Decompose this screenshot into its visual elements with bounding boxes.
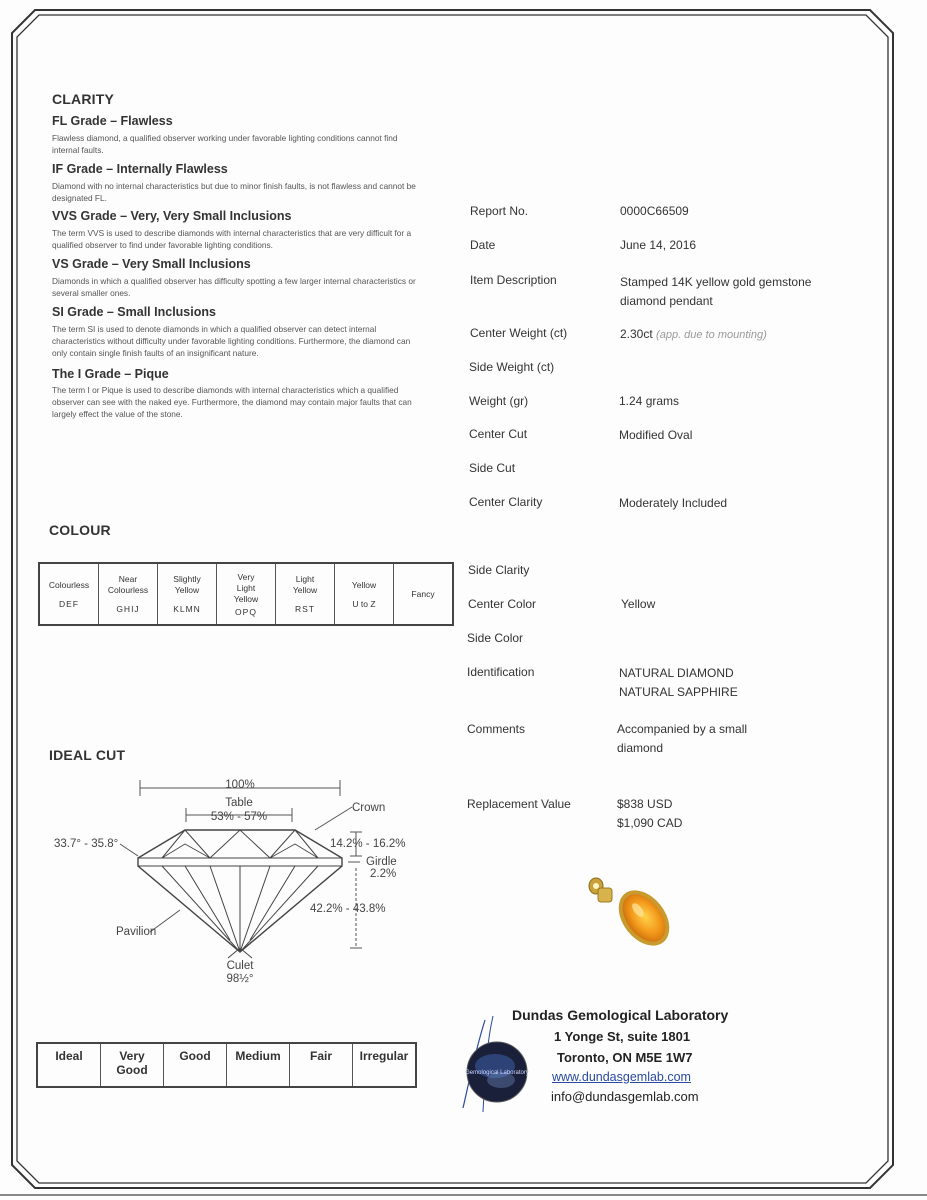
i-grade-heading: The I Grade – Pique [52, 367, 169, 381]
replacement-value-label: Replacement Value [467, 797, 571, 811]
colour-scale-table [38, 562, 454, 626]
colour-title: COLOUR [49, 522, 111, 538]
colour-cell-codes: U to Z [352, 598, 376, 609]
colour-cell-label: Very [237, 571, 255, 582]
colour-cell-codes: DEF [59, 598, 79, 609]
replacement-value-usd: $838 USD [617, 797, 673, 811]
diagram-table-range: 53% - 57% [210, 811, 268, 823]
identification-label: Identification [467, 665, 535, 679]
clarity-title: CLARITY [52, 91, 115, 107]
diagram-culet-label: Culet [226, 960, 254, 972]
replacement-value-cad: $1,090 CAD [617, 816, 683, 830]
center-color-value: Yellow [621, 597, 656, 611]
i-grade-text: The term I or Pique is used to describe diamonds with internal characteristics which a qualified observer can see with the naked eye. Furthermore, the diamond may contain major faults that can largely effect the value of the stone. [52, 385, 412, 419]
lab-hologram-seal [455, 1012, 535, 1122]
colour-cell-near-colourless [99, 563, 158, 625]
lab-address-2: Toronto, ON M5E 1W7 [557, 1050, 693, 1065]
center-color-label: Center Color [468, 597, 537, 611]
scan-edge-line [0, 1194, 927, 1196]
cut-grade-label: Medium [235, 1049, 281, 1063]
comments-value-2: diamond [617, 741, 664, 755]
lab-name: Dundas Gemological Laboratory [512, 1007, 729, 1023]
item-description-value-2: diamond pendant [620, 294, 713, 308]
ideal-cut-title: IDEAL CUT [49, 747, 126, 763]
center-weight-note: (app. due to mounting) [656, 329, 767, 341]
colour-cell-codes: RST [295, 604, 315, 614]
cut-grade-very-good [101, 1043, 164, 1087]
cut-grade-irregular [353, 1043, 417, 1087]
comments-value-1: Accompanied by a small [617, 722, 748, 736]
colour-cell-label: Yellow [351, 579, 377, 590]
cut-grade-medium [227, 1043, 290, 1087]
diagram-pavilion-label: Pavilion [116, 926, 157, 938]
vvs-grade-text: The term VVS is used to describe diamonds with internal characteristics that are very difficult for a qualified observer to find under favorable lighting conditions. [52, 228, 412, 250]
side-clarity-label: Side Clarity [468, 563, 530, 577]
date-value: June 14, 2016 [620, 238, 697, 252]
colour-cell-label: Light [236, 582, 256, 593]
colour-cell-label: Yellow [233, 593, 259, 604]
item-description-value-1: Stamped 14K yellow gold gemstone [620, 275, 812, 289]
cut-grade-fair [290, 1043, 353, 1087]
colour-cell-codes: GHIJ [116, 604, 140, 614]
colour-cell-label: Slightly [173, 574, 201, 584]
identification-value-2: NATURAL SAPPHIRE [619, 685, 738, 699]
colour-cell-label: Colourless [107, 585, 149, 595]
cut-grade-ideal [37, 1043, 101, 1087]
diagram-girdle-pct: 2.2% [370, 868, 397, 880]
center-weight-value [620, 325, 767, 345]
center-clarity-value: Moderately Included [619, 496, 728, 510]
date-label: Date [470, 238, 496, 252]
comments-label: Comments [467, 722, 526, 736]
item-description-label: Item Description [470, 273, 557, 287]
diagram-pavilion-depth: 42.2% - 43.8% [310, 903, 386, 915]
colour-cell-codes: OPQ [235, 606, 257, 617]
cut-grade-label: Ideal [55, 1049, 83, 1063]
vvs-grade-heading: VVS Grade – Very, Very Small Inclusions [52, 209, 292, 223]
si-grade-heading: SI Grade – Small Inclusions [52, 305, 216, 319]
if-grade-text: Diamond with no internal characteristics but due to minor finish faults, is not flawless and cannot be designated FL. [52, 181, 416, 203]
center-clarity-label: Center Clarity [469, 495, 543, 509]
weight-label: Weight (gr) [469, 394, 529, 408]
cut-grade-label: Fair [309, 1049, 332, 1063]
cut-grade-table [36, 1042, 417, 1088]
colour-cell-light-yellow [276, 563, 335, 625]
cut-grade-label: Irregular [359, 1049, 409, 1063]
vs-grade-text: Diamonds in which a qualified observer has difficulty spotting a few larger internal characteristics or several smaller ones. [52, 276, 416, 298]
seal-text: Gemological Laboratory [465, 1070, 529, 1076]
cut-grade-label: Good [116, 1063, 148, 1077]
colour-cell-very-light-yellow [217, 563, 276, 625]
colour-cell-label: Fancy [411, 588, 435, 599]
diagram-girdle-label: Girdle [366, 856, 397, 868]
cut-grade-good [164, 1043, 227, 1087]
side-color-label: Side Color [467, 631, 524, 645]
lab-email[interactable]: info@dundasgemlab.com [551, 1089, 699, 1104]
diagram-crown-height: 14.2% - 16.2% [330, 838, 406, 850]
center-weight-amount: 2.30ct [620, 327, 653, 341]
colour-cell-fancy [394, 563, 454, 625]
report-no-value: 0000C66509 [620, 204, 689, 218]
colour-cell-label: Yellow [292, 585, 318, 595]
fl-grade-heading: FL Grade – Flawless [52, 114, 173, 128]
colour-cell-label: Colourless [48, 579, 90, 590]
fl-grade-text: Flawless diamond, a qualified observer working under favorable lighting conditions cannot find internal faults. [52, 133, 398, 155]
diagram-table-label: Table [225, 797, 253, 809]
colour-cell-label: Near [118, 574, 138, 584]
if-grade-heading: IF Grade – Internally Flawless [52, 162, 228, 176]
report-no-label: Report No. [470, 204, 529, 218]
cut-grade-label: Very [119, 1049, 145, 1063]
lab-website-link[interactable]: www.dundasgemlab.com [552, 1070, 691, 1084]
center-weight-label: Center Weight (ct) [470, 326, 568, 340]
pendant-photo [570, 870, 690, 970]
si-grade-text: The term SI is used to denote diamonds in which a qualified observer can detect internal characteristics without difficulty under favorable lighting conditions. Furthermore, the diamond can only contain single finish faults of an insignificant nature. [52, 324, 411, 358]
side-weight-label: Side Weight (ct) [469, 360, 555, 374]
weight-value: 1.24 grams [619, 394, 680, 408]
diagram-culet-angle: 98½° [226, 973, 254, 985]
center-cut-label: Center Cut [469, 427, 528, 441]
lab-address-1: 1 Yonge St, suite 1801 [554, 1029, 691, 1044]
center-cut-value: Modified Oval [619, 428, 693, 442]
colour-cell-colourless [39, 563, 99, 625]
vs-grade-heading: VS Grade – Very Small Inclusions [52, 257, 251, 271]
diagram-crown-angle: 33.7° - 35.8° [54, 838, 119, 850]
cut-grade-label: Good [179, 1049, 211, 1063]
identification-value-1: NATURAL DIAMOND [619, 666, 734, 680]
colour-cell-label: Yellow [174, 585, 200, 595]
colour-cell-slightly-yellow [158, 563, 217, 625]
side-cut-label: Side Cut [469, 461, 516, 475]
diamond-proportions-diagram [40, 770, 430, 990]
colour-cell-yellow [335, 563, 394, 625]
diagram-crown-label: Crown [352, 802, 386, 814]
colour-cell-label: Light [295, 574, 315, 584]
colour-cell-codes: KLMN [173, 604, 201, 614]
diagram-width-label: 100% [225, 779, 255, 791]
